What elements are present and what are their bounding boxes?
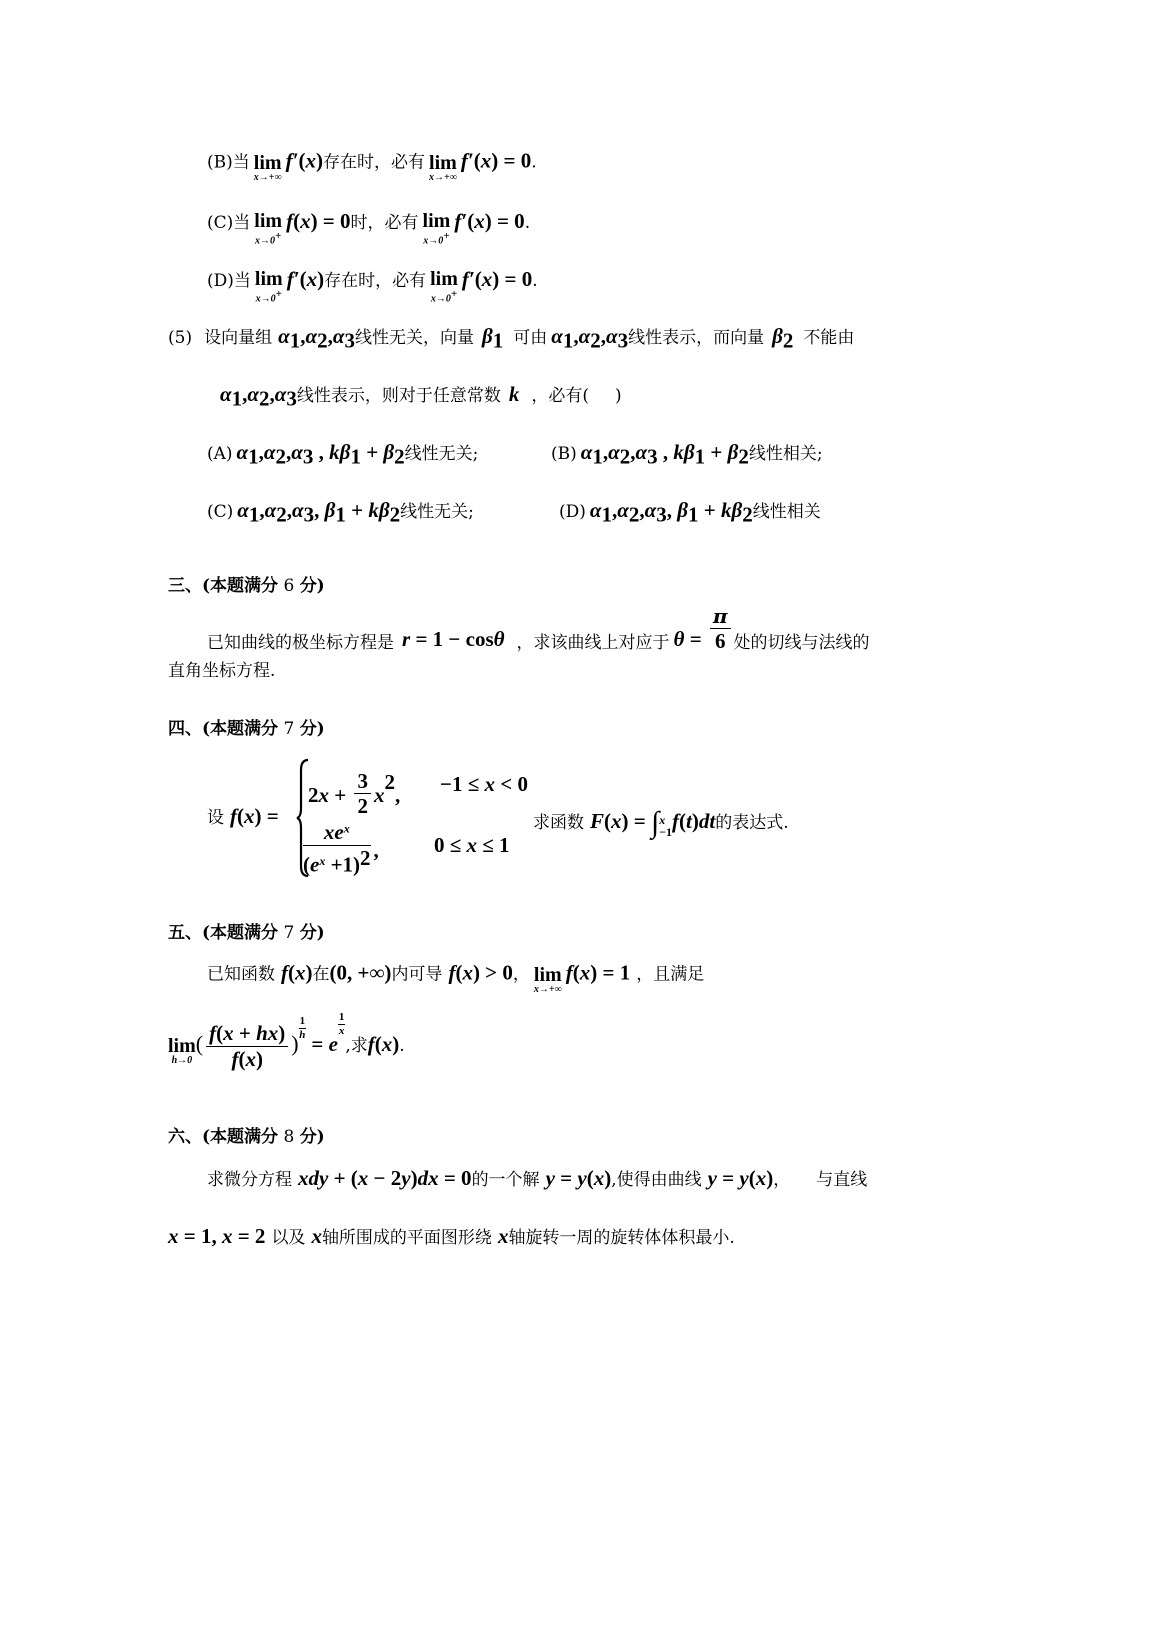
- q5-line-1: (5) 设向量组 $\alpha_1,\alpha_2,\alpha_3$线性无关，向量 $\beta_1$ 可由 $\alpha_1,\alpha_2,\alpha_3$线性表示，而向量 $\beta_2$ 不能由: [168, 324, 855, 353]
- limit-symbol: lim x→0+: [254, 268, 283, 305]
- piece-2-domain: 0 ≤ x ≤ 1: [434, 833, 510, 857]
- limit-symbol: lim x→+∞: [429, 152, 457, 183]
- option-d-label: (D)当: [207, 271, 251, 292]
- option-c-mid: 时，必有: [350, 213, 419, 234]
- option-c-label: (C)当: [207, 213, 251, 234]
- fraction: $\frac{\pi}{6}$: [710, 606, 731, 652]
- limit-symbol: lim h→0: [168, 1035, 196, 1067]
- q4-option-b: (B)当 lim x→+∞ f′(x)存在时，必有 lim x→+∞ f′(x) = 0.: [207, 148, 537, 183]
- question-number: (5): [168, 328, 193, 348]
- math-expr: f′: [285, 148, 299, 173]
- section-4-heading: 四、(本题满分 7 分): [168, 719, 325, 739]
- section-4-set: 设 f(x) =: [207, 804, 279, 828]
- limit-symbol: lim x→0+: [254, 210, 283, 247]
- limit-symbol: lim x→+∞: [253, 152, 282, 183]
- section-6-text-2: x = 1, x = 2 以及 x轴所围成的平面图形绕 x轴旋转一周的旋转体体积最小.: [168, 1224, 735, 1248]
- q5-option-a: (A) $\alpha_1,\alpha_2,\alpha_3$ , $k\beta_1 + \beta_2$线性无关;: [207, 440, 479, 469]
- section-4-ask: 求函数 F(x) = ∫ x −1 f(t)dt的表达式.: [533, 806, 789, 839]
- limit-symbol: lim x→0+: [430, 268, 458, 305]
- q5-option-c: (C) $\alpha_1,\alpha_2,\alpha_3$, $\beta_1 + k\beta_2$线性无关;: [207, 498, 474, 527]
- option-b-label: (B)当: [207, 152, 250, 173]
- q5-option-b: (B) $\alpha_1,\alpha_2,\alpha_3$ , $k\beta_1 + \beta_2$线性相关;: [551, 440, 823, 469]
- section-5-text: 已知函数 f(x)在(0, +∞)内可导 f(x) > 0， lim x→+∞ f(x) = 1 ，且满足: [207, 960, 705, 995]
- q4-option-c: (C)当 lim x→0+ f(x) = 0时，必有 lim x→0+ f′(x) = 0.: [207, 209, 531, 247]
- limit-symbol: lim x→+∞: [533, 964, 562, 995]
- piece-1: 2x + $\frac{3}{2}$ $x^2$,: [308, 769, 401, 819]
- option-d-mid: 存在时，必有: [324, 271, 427, 292]
- section-5-formula: lim h→0 ( $\frac{f(x + hx)}{f(x)}$ ) $\frac{1}{h}$ = e $\frac{1}{x}$ ,求f(x).: [168, 1011, 405, 1071]
- section-3-heading: 三、(本题满分 6 分): [168, 576, 325, 596]
- q5-option-d: (D) $\alpha_1,\alpha_2,\alpha_3$, $\beta_1 + k\beta_2$线性相关: [559, 498, 821, 527]
- piece-1-domain: −1 ≤ x < 0: [440, 772, 528, 796]
- option-b-mid: 存在时，必有: [323, 152, 425, 173]
- limit-symbol: lim x→0+: [422, 210, 451, 247]
- section-6-heading: 六、(本题满分 8 分): [168, 1127, 325, 1147]
- section-3-text: 已知曲线的极坐标方程是 r = 1 − cosθ ，求该曲线上对应于 θ = $\frac{\pi}{6}$ 处的切线与法线的: [207, 604, 870, 653]
- section-6-text: 求微分方程 xdy + (x − 2y)dx = 0的一个解 y = y(x),使得由曲线 y = y(x)， 与直线: [207, 1166, 868, 1190]
- fraction: $\frac{xe^x}{(e^x +1)^2}$: [303, 820, 371, 877]
- section-5-heading: 五、(本题满分 7 分): [168, 923, 325, 943]
- fraction: $\frac{3}{2}$: [354, 770, 371, 817]
- section-3-text-2: 直角坐标方程.: [168, 661, 276, 681]
- q5-line-2: $\alpha_1,\alpha_2,\alpha_3$线性表示，则对于任意常数 k ，必有( ): [220, 382, 622, 411]
- q4-option-d: (D)当 lim x→0+ f′(x)存在时，必有 lim x→0+ f′(x) = 0.: [207, 267, 538, 305]
- fraction: $\frac{f(x + hx)}{f(x)}$: [206, 1022, 288, 1071]
- piece-2: $\frac{xe^x}{(e^x +1)^2}$ ,: [303, 820, 379, 877]
